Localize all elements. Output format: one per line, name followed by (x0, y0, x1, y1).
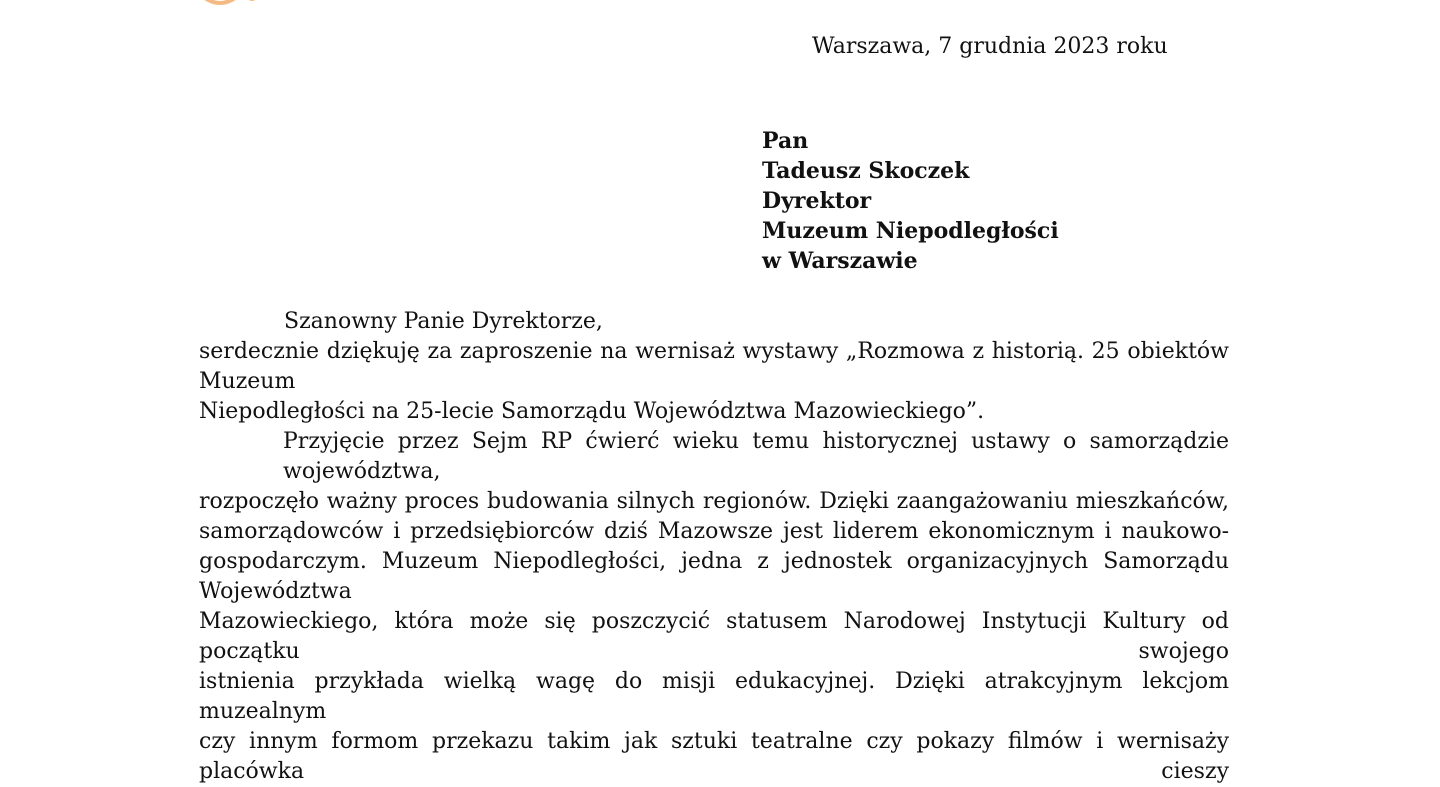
recipient-institution: Muzeum Niepodległości (762, 218, 1059, 244)
recipient-position: Dyrektor (762, 188, 872, 214)
paragraph-2-line-3: samorządowców i przedsiębiorców dziś Mazowsze jest liderem ekonomicznym i naukowo- (199, 519, 1229, 544)
paragraph-1-line-1: serdecznie dziękuję za zaproszenie na wernisaż wystawy „Rozmowa z historią. 25 obiektów Muzeum (199, 339, 1229, 394)
paragraph-2-line-6: istnienia przykłada wielką wagę do misji edukacyjnej. Dzięki atrakcyjnym lekcjom muzealnym (199, 669, 1229, 724)
paragraph-2-line-2: rozpoczęło ważny proces budowania silnych regionów. Dzięki zaangażowaniu mieszkańców, (199, 489, 1229, 514)
logo-fragment-icon (200, 0, 300, 6)
paragraph-2-line-4: gospodarczym. Muzeum Niepodległości, jedna z jednostek organizacyjnych Samorządu Województwa (199, 549, 1229, 604)
paragraph-2-line-5: Mazowieckiego, która może się poszczycić statusem Narodowej Instytucji Kultury od początku swojego (199, 609, 1229, 664)
recipient-city: w Warszawie (762, 248, 918, 274)
recipient-block (762, 126, 1059, 276)
place-and-date: Warszawa, 7 grudnia 2023 roku (812, 34, 1168, 59)
salutation: Szanowny Panie Dyrektorze, (284, 309, 603, 334)
paragraph-1-line-2: Niepodległości na 25-lecie Samorządu Województwa Mazowieckiego”. (199, 399, 985, 424)
recipient-title: Pan (762, 128, 809, 154)
paragraph-2-line-1: Przyjęcie przez Sejm RP ćwierć wieku temu historycznej ustawy o samorządzie województwa, (283, 429, 1229, 484)
letter-body (199, 337, 1229, 787)
recipient-name: Tadeusz Skoczek (762, 158, 970, 184)
paragraph-2-line-7: czy innym formom przekazu takim jak sztuki teatralne czy pokazy filmów i wernisaży placówka cieszy (199, 729, 1229, 784)
